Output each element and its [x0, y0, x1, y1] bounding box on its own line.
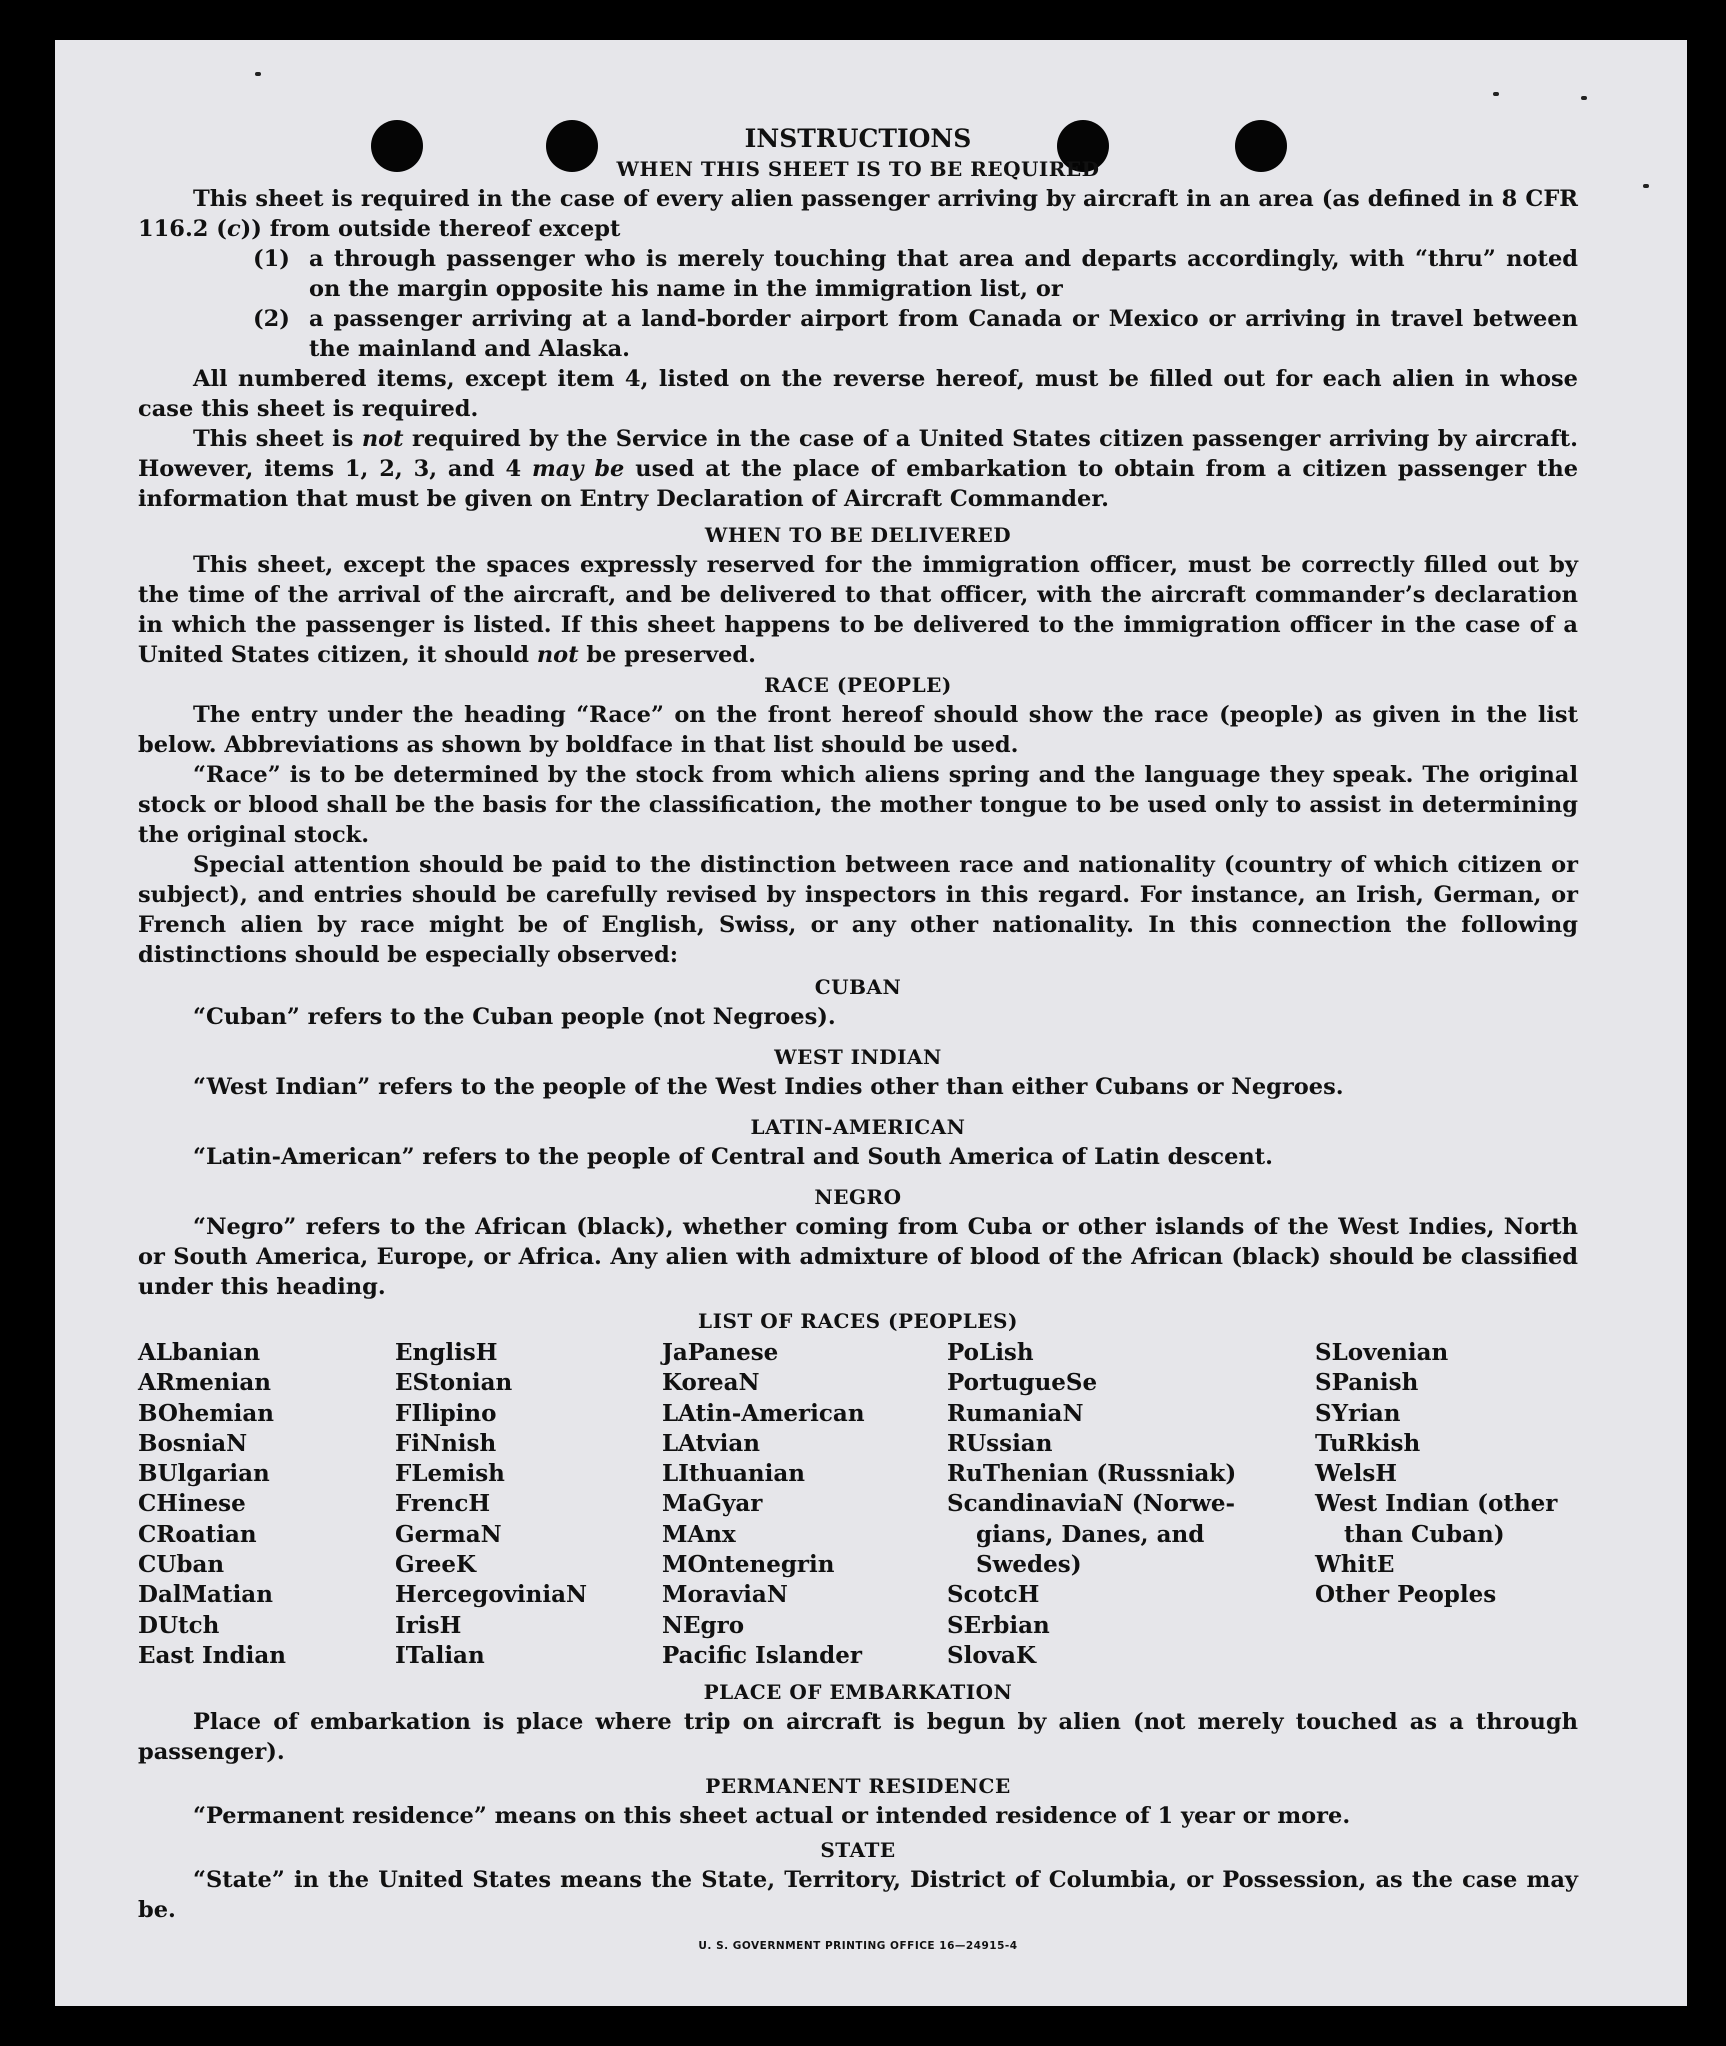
instructions-content: [138, 124, 1578, 1961]
race-entry: ITalian: [395, 1641, 485, 1669]
race-entry: RuThenian (Russniak): [947, 1460, 1237, 1488]
race-entry: SLovenian: [1315, 1339, 1449, 1366]
numbered-items-paragraph: All numbered items, except item 4, listed on the reverse hereof, must be filled out for each alien in whose case this sheet is required.: [138, 366, 1578, 422]
race-entry: JaPanese: [662, 1339, 779, 1366]
race-entry: GreeK: [395, 1551, 477, 1579]
race-entry: SErbian: [947, 1611, 1050, 1639]
race-entry: LIthuanian: [662, 1460, 805, 1488]
race-entry: than Cuban): [1344, 1520, 1505, 1548]
race-entry: WelsH: [1315, 1460, 1398, 1488]
section-heading-cuban: CUBAN: [814, 975, 902, 999]
section-heading-race: RACE (PEOPLE): [764, 673, 952, 697]
race-entry: KoreaN: [662, 1369, 760, 1397]
race-entry: FIlipino: [395, 1399, 497, 1427]
race-column: [662, 1338, 947, 1671]
residence-definition: “Permanent residence” means on this sheet actual or intended residence of 1 year or more.: [193, 1803, 1351, 1830]
section-heading-west-indian: WEST INDIAN: [774, 1045, 942, 1069]
race-entry: RUssian: [947, 1429, 1053, 1457]
race-entry: BosniaN: [138, 1429, 248, 1457]
section-heading-delivered: WHEN TO BE DELIVERED: [704, 523, 1012, 547]
race-entry: EStonian: [395, 1369, 513, 1397]
race-entry: NEgro: [662, 1611, 745, 1639]
race-list: [138, 1338, 1578, 1671]
race-entry: GermaN: [395, 1520, 502, 1548]
race-entry: PortugueSe: [947, 1369, 1098, 1397]
race-entry: HercegoviniaN: [395, 1581, 588, 1609]
delivered-paragraph: This sheet, except the spaces expressly reserved for the immigration officer, must be correctly filled out by the time of the arrival of the aircraft, and be delivered to that officer, with the aircraft commander’s declaration in which the passenger is listed. If this sheet happens to be delivered to the immigration officer in the case of a United States citizen, it should not be preserved.: [138, 552, 1578, 668]
race-entry: WhitE: [1315, 1551, 1395, 1579]
exception-item: (2) a passenger arriving at a land-border airport from Canada or Mexico or arriving in travel between the mainland and Alaska.: [253, 306, 1578, 362]
race-entry: CHinese: [138, 1490, 246, 1518]
document-sheet: [55, 40, 1687, 2006]
race-paragraph: The entry under the heading “Race” on the front hereof should show the race (people) as given in the list below. Abbreviations as shown by boldface in that list should be used.: [138, 702, 1578, 758]
section-heading-list-of-races: LIST OF RACES (PEOPLES): [698, 1309, 1018, 1333]
race-column: [1315, 1338, 1575, 1671]
race-entry: ScandinaviaN (Norwe-: [947, 1490, 1236, 1518]
race-entry: LAtvian: [662, 1429, 760, 1457]
race-entry: MoraviaN: [662, 1581, 788, 1609]
race-entry: gians, Danes, and: [976, 1520, 1205, 1548]
exception-item: (1) a through passenger who is merely touching that area and departs accordingly, with “thru” noted on the margin opposite his name in the immigration list, or: [253, 246, 1578, 302]
race-entry: ARmenian: [138, 1369, 272, 1397]
race-entry: MAnx: [662, 1520, 736, 1548]
section-heading-residence: PERMANENT RESIDENCE: [705, 1774, 1011, 1799]
race-entry: MaGyar: [662, 1490, 763, 1518]
race-entry: SlovaK: [947, 1641, 1036, 1669]
section-heading-state: STATE: [820, 1838, 896, 1863]
race-entry: FrencH: [395, 1490, 491, 1518]
race-column: [138, 1338, 395, 1671]
race-entry: East Indian: [138, 1641, 286, 1669]
race-entry: LAtin-American: [662, 1399, 865, 1427]
race-entry: EnglisH: [395, 1339, 498, 1366]
section-heading-embarkation: PLACE OF EMBARKATION: [703, 1680, 1013, 1705]
race-paragraph: “Race” is to be determined by the stock from which aliens spring and the language they speak. The original stock or blood shall be the basis for the classification, the mother tongue to be used only to assist in determining the original stock.: [138, 762, 1578, 848]
dust-speck: [255, 72, 261, 76]
negro-definition: “Negro” refers to the African (black), whether coming from Cuba or other islands of the West Indies, North or South America, Europe, or Africa. Any alien with admixture of blood of the African (black) should be classified under this heading.: [138, 1214, 1578, 1300]
race-paragraph: Special attention should be paid to the distinction between race and nationality (country of which citizen or subject), and entries should be carefully revised by inspectors in this regard. For instance, an Irish, German, or French alien by race might be of English, Swiss, or any other nationality. In this connection the following distinctions should be especially observed:: [138, 852, 1578, 968]
printing-office-footer: U. S. GOVERNMENT PRINTING OFFICE 16—24915-4: [698, 1940, 1018, 1953]
race-entry: Swedes): [976, 1551, 1082, 1579]
dust-speck: [1581, 96, 1587, 100]
page-title: INSTRUCTIONS: [744, 124, 972, 153]
section-heading-negro: NEGRO: [814, 1185, 902, 1209]
race-entry: IrisH: [395, 1611, 462, 1639]
section-heading-required: WHEN THIS SHEET IS TO BE REQUIRED: [616, 157, 1100, 181]
race-entry: CRoatian: [138, 1520, 257, 1548]
race-entry: DalMatian: [138, 1581, 273, 1609]
race-entry: BOhemian: [138, 1399, 274, 1427]
race-entry: ScotcH: [947, 1581, 1040, 1609]
race-entry: West Indian (other: [1315, 1490, 1558, 1518]
race-entry: RumaniaN: [947, 1399, 1084, 1427]
west-indian-definition: “West Indian” refers to the people of the West Indies other than either Cubans or Negroes.: [193, 1074, 1344, 1100]
race-entry: DUtch: [138, 1611, 220, 1639]
race-entry: TuRkish: [1315, 1429, 1421, 1457]
dust-speck: [1643, 184, 1649, 188]
race-entry: CUban: [138, 1551, 225, 1579]
latin-american-definition: “Latin-American” refers to the people of Central and South America of Latin descent.: [193, 1144, 1273, 1170]
race-entry: SPanish: [1315, 1369, 1419, 1397]
race-entry: BUlgarian: [138, 1460, 270, 1488]
race-entry: FLemish: [395, 1460, 505, 1488]
race-entry: SYrian: [1315, 1399, 1401, 1427]
embarkation-definition: Place of embarkation is place where trip on aircraft is begun by alien (not merely touched as a through passenger).: [138, 1709, 1578, 1766]
race-entry: FiNnish: [395, 1429, 497, 1457]
race-entry: PoLish: [947, 1339, 1034, 1366]
cuban-definition: “Cuban” refers to the Cuban people (not Negroes).: [193, 1004, 836, 1030]
race-entry: ALbanian: [138, 1339, 261, 1366]
race-entry: Other Peoples: [1315, 1581, 1497, 1609]
dust-speck: [1493, 92, 1499, 96]
required-paragraph: This sheet is required in the case of every alien passenger arriving by aircraft in an area (as defined in 8 CFR 116.2 (c)) from outside thereof except: [138, 186, 1578, 242]
state-definition: “State” in the United States means the State, Territory, District of Columbia, or Possession, as the case may be.: [138, 1867, 1578, 1924]
section-heading-latin-american: LATIN-AMERICAN: [750, 1115, 966, 1139]
race-column: [947, 1338, 1315, 1671]
race-entry: Pacific Islander: [662, 1641, 862, 1669]
citizen-paragraph: This sheet is not required by the Service in the case of a United States citizen passenger arriving by aircraft. However, items 1, 2, 3, and 4 may be used at the place of embarkation to obtain from a citizen passenger the information that must be given on Entry Declaration of Aircraft Commander.: [138, 426, 1579, 512]
race-entry: MOntenegrin: [662, 1551, 835, 1579]
race-column: [395, 1338, 662, 1671]
